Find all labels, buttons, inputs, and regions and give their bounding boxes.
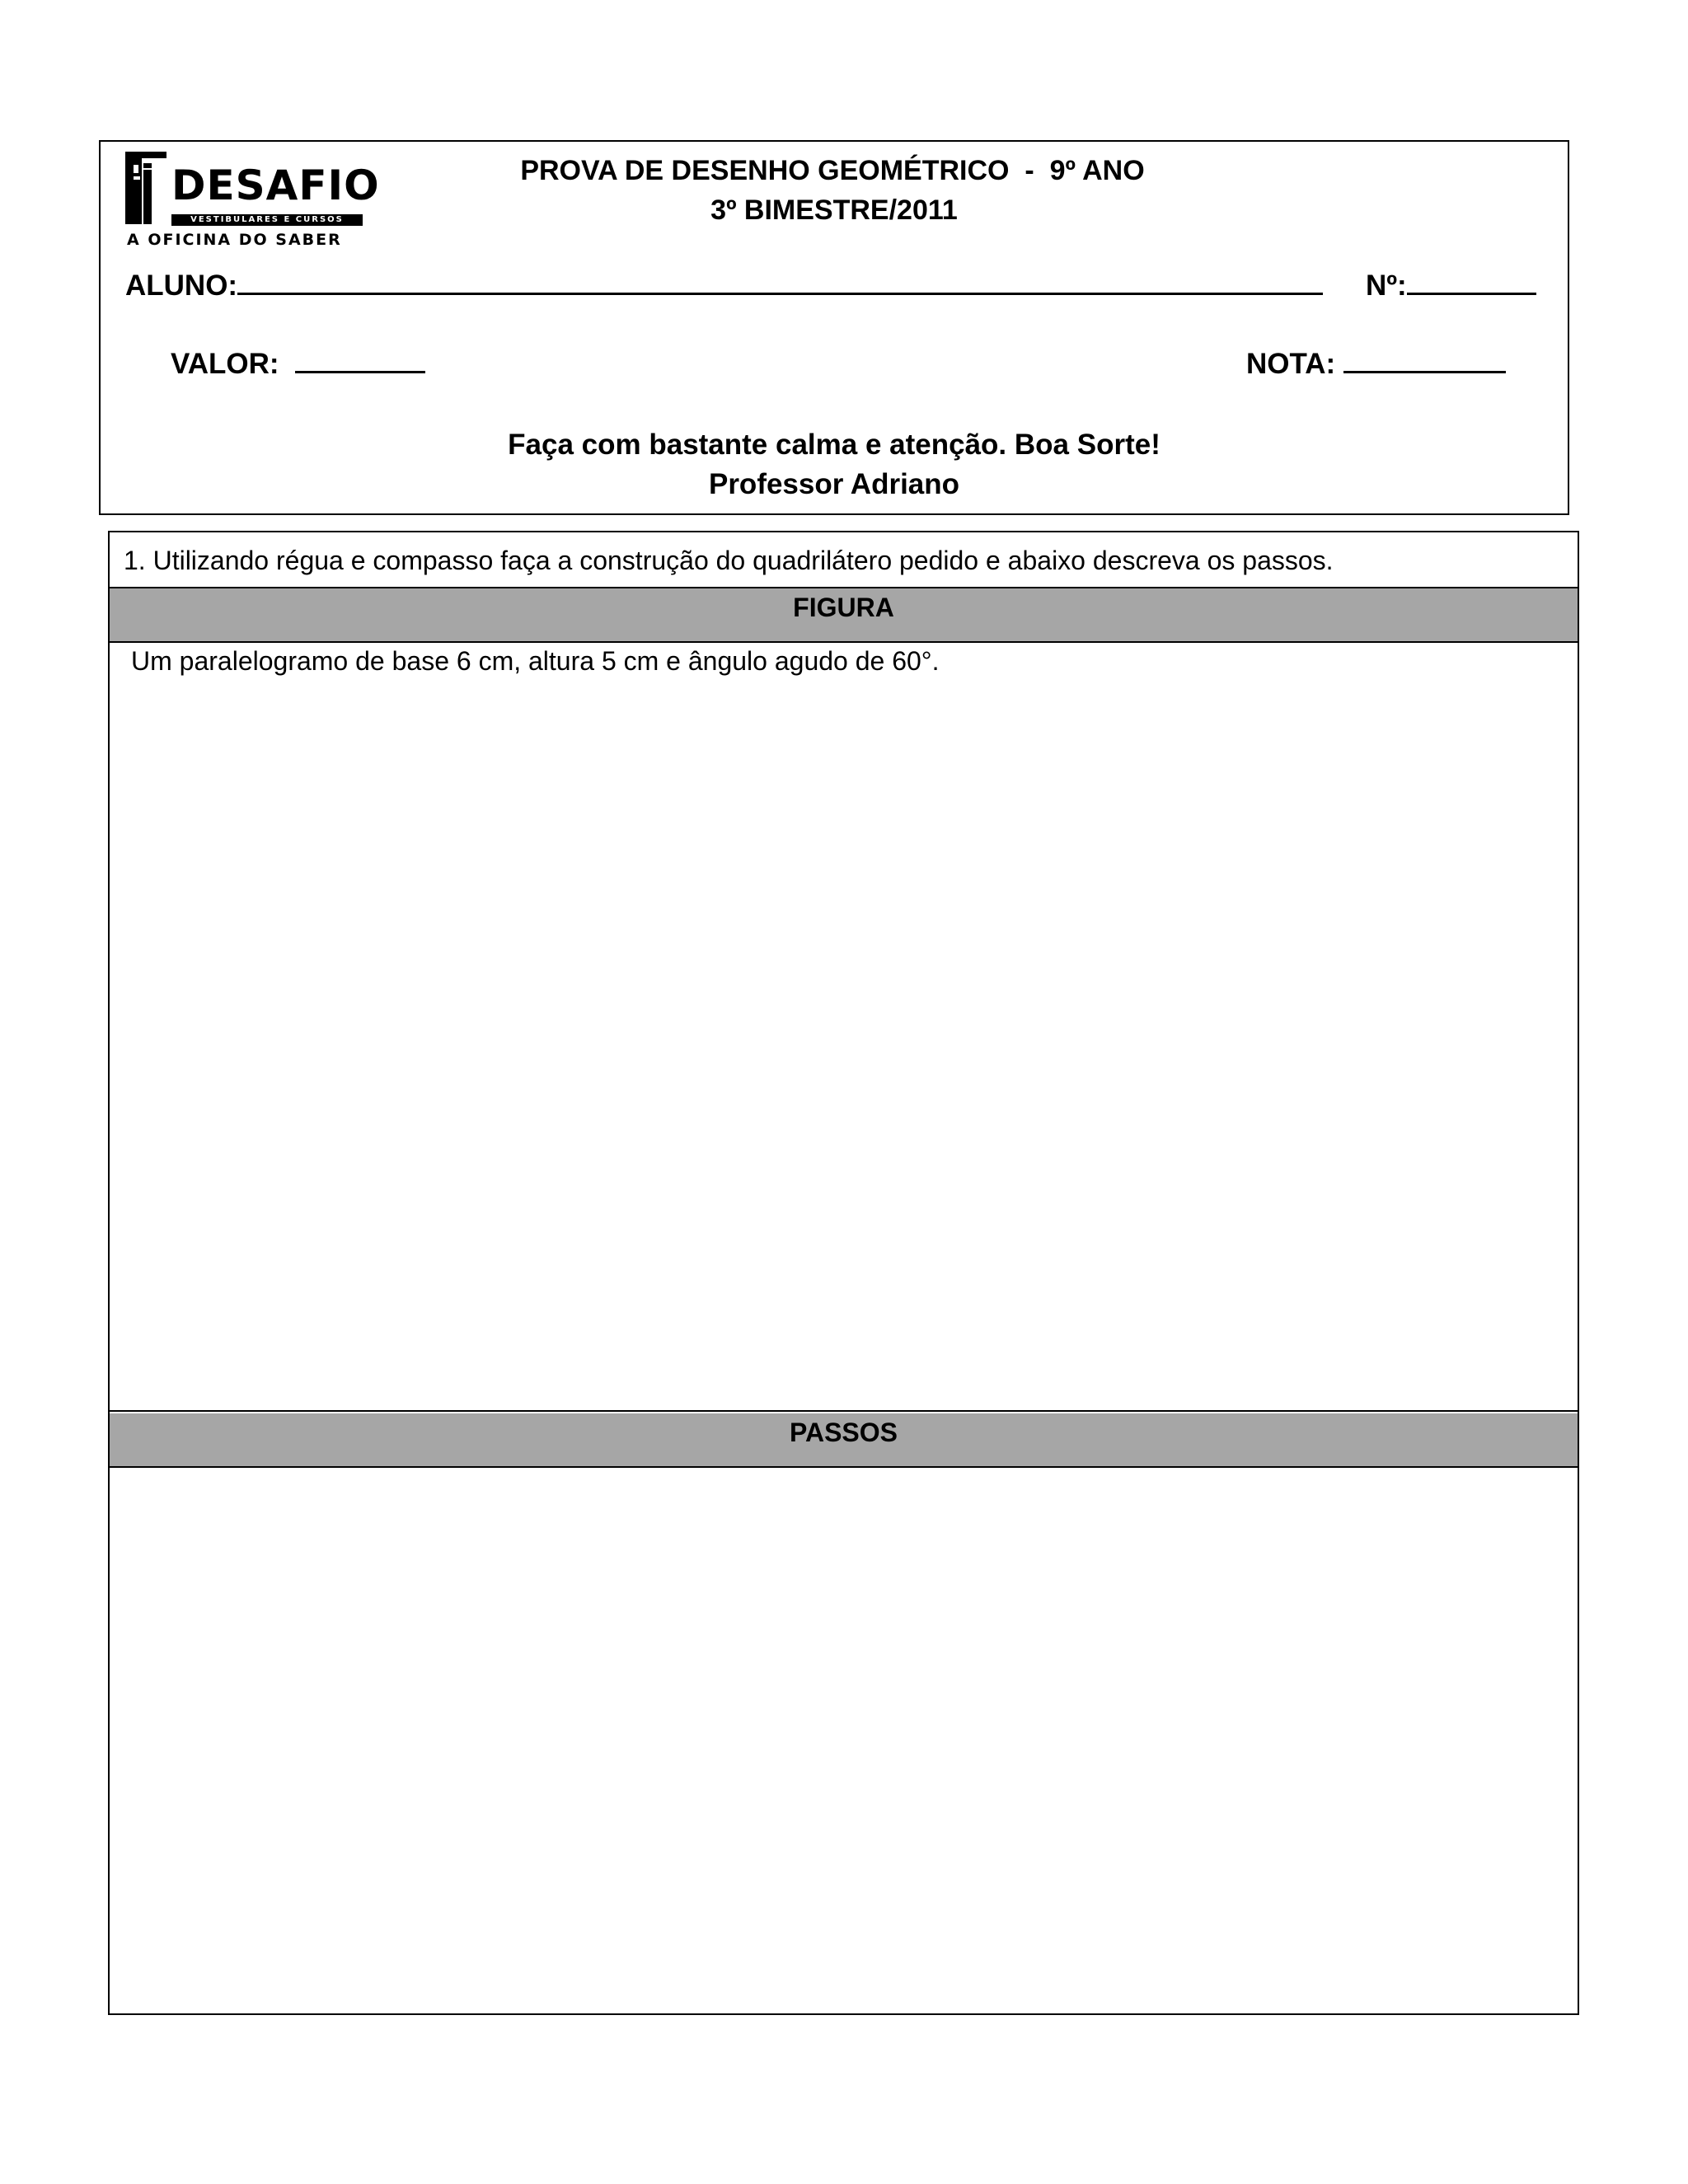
exam-header — [99, 140, 1569, 515]
figure-section-header: FIGURA — [110, 588, 1578, 643]
instruction-message: Faça com bastante calma e atenção. Boa Sorte! — [508, 429, 1160, 461]
figure-prompt: Um paralelogramo de base 6 cm, altura 5 cm e ângulo agudo de 60°. — [131, 646, 940, 676]
grade-field[interactable] — [1246, 348, 1506, 381]
exam-value-blank[interactable] — [295, 348, 425, 373]
logo-wordmark: DESAFIO — [171, 162, 380, 209]
logo-subtitle: VESTIBULARES E CURSOS — [171, 214, 363, 226]
student-number-field[interactable] — [1366, 269, 1536, 302]
grade-blank[interactable] — [1343, 348, 1506, 373]
student-number-label: Nº: — [1366, 269, 1407, 302]
exam-value-field[interactable] — [171, 348, 425, 381]
exam-period: 3º BIMESTRE/2011 — [710, 194, 958, 226]
exam-title: PROVA DE DESENHO GEOMÉTRICO - 9º ANO — [520, 155, 1145, 186]
student-name-label: ALUNO: — [125, 269, 238, 302]
question-statement: 1. Utilizando régua e compasso faça a construção do quadrilátero pedido e abaixo descreva os passos. — [110, 532, 1578, 588]
student-name-field[interactable] — [125, 269, 1323, 302]
student-number-blank[interactable] — [1407, 269, 1536, 295]
steps-section-header: PASSOS — [110, 1413, 1578, 1468]
student-name-blank[interactable] — [237, 269, 1323, 295]
logo-tagline: A OFICINA DO SABER — [127, 231, 342, 249]
teacher-name: Professor Adriano — [708, 468, 960, 500]
grade-label: NOTA: — [1246, 348, 1336, 380]
steps-answer-area[interactable] — [110, 1468, 1578, 2013]
exam-value-label: VALOR: — [171, 348, 279, 380]
figure-answer-area[interactable] — [110, 643, 1578, 1412]
question-table — [108, 531, 1579, 2015]
